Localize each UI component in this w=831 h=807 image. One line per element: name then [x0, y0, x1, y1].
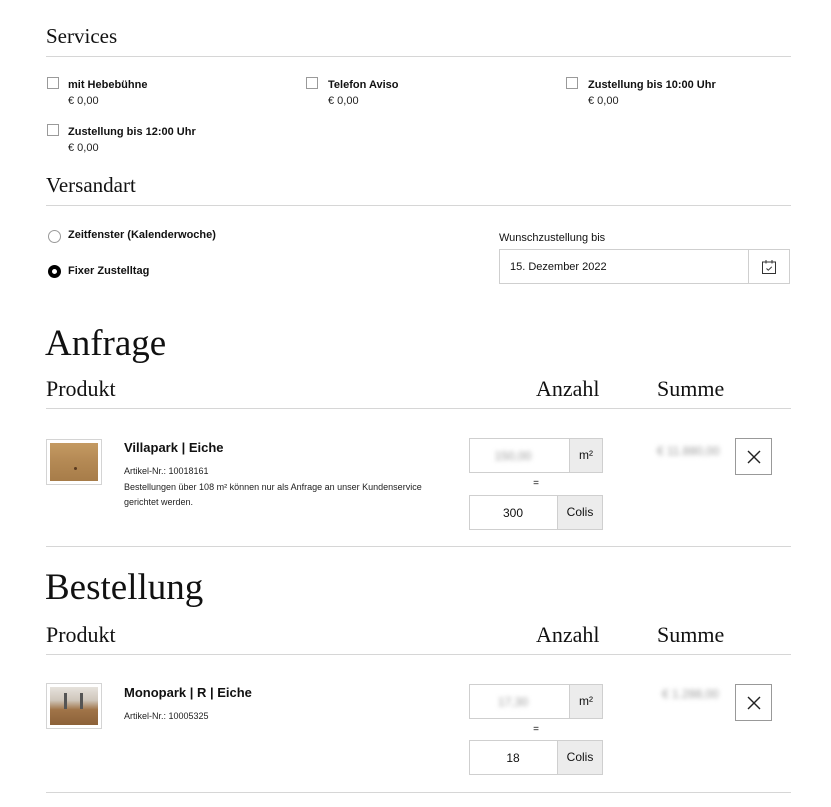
- radio-label-zeitfenster: Zeitfenster (Kalenderwoche): [68, 229, 216, 241]
- services-heading: Services: [46, 24, 118, 48]
- service-label-zustellung-12: Zustellung bis 12:00 Uhr: [68, 126, 196, 138]
- bestellung-col-summe: Summe: [657, 622, 725, 647]
- product-article-monopark: Artikel-Nr.: 10005325: [124, 711, 209, 721]
- anfrage-heading: Anfrage: [45, 323, 167, 364]
- quantity-input-m2[interactable]: [469, 438, 603, 473]
- quantity-input-colis-monopark[interactable]: [469, 740, 603, 775]
- unit-m2-monopark: m²: [569, 685, 602, 718]
- radio-zeitfenster[interactable]: [48, 230, 61, 243]
- bestellung-col-anzahl: Anzahl: [536, 622, 600, 647]
- date-field-value: 15. Dezember 2022: [510, 261, 607, 273]
- quantity-input-colis[interactable]: [469, 495, 603, 530]
- service-price-zustellung-10: € 0,00: [588, 95, 619, 107]
- close-icon: [746, 695, 762, 711]
- service-label-telefon-aviso: Telefon Aviso: [328, 79, 399, 91]
- service-label-hebebuehne: mit Hebebühne: [68, 79, 148, 91]
- unit-colis-monopark: Colis: [557, 741, 602, 774]
- unit-m2: m²: [569, 439, 602, 472]
- service-price-hebebuehne: € 0,00: [68, 95, 99, 107]
- product-name-villapark[interactable]: Villapark | Eiche: [124, 440, 224, 455]
- bestellung-header-divider: [46, 654, 791, 655]
- checkbox-telefon-aviso[interactable]: [306, 77, 318, 89]
- services-divider: [46, 56, 791, 57]
- anfrage-bottom-divider: [46, 546, 791, 547]
- anfrage-col-summe: Summe: [657, 376, 725, 401]
- service-price-zustellung-12: € 0,00: [68, 142, 99, 154]
- equals-sign-monopark: =: [533, 724, 539, 735]
- quantity-input-m2-monopark[interactable]: [469, 684, 603, 719]
- product-sum-villapark: € 11.880,00: [657, 444, 720, 458]
- bestellung-heading: Bestellung: [45, 567, 204, 608]
- calendar-icon: [761, 259, 777, 275]
- equals-sign: =: [533, 478, 539, 489]
- service-price-telefon-aviso: € 0,00: [328, 95, 359, 107]
- product-note-line2: gerichtet werden.: [124, 497, 194, 507]
- product-name-monopark[interactable]: Monopark | R | Eiche: [124, 685, 252, 700]
- product-note-line1: Bestellungen über 108 m² können nur als Anfrage an unser Kundenservice: [124, 482, 422, 492]
- unit-colis: Colis: [557, 496, 602, 529]
- checkbox-zustellung-12[interactable]: [47, 124, 59, 136]
- quantity-m2-value-monopark: 17,30: [497, 695, 529, 709]
- remove-button-villapark[interactable]: [735, 438, 772, 475]
- bestellung-col-produkt: Produkt: [46, 622, 116, 647]
- versandart-heading: Versandart: [46, 173, 136, 197]
- radio-fixer-zustelltag[interactable]: [48, 265, 61, 278]
- quantity-colis-value: 300: [502, 506, 524, 520]
- anfrage-col-produkt: Produkt: [46, 376, 116, 401]
- bestellung-bottom-divider: [46, 792, 791, 793]
- date-field[interactable]: [499, 249, 790, 284]
- calendar-button[interactable]: [748, 250, 789, 283]
- service-label-zustellung-10: Zustellung bis 10:00 Uhr: [588, 79, 716, 91]
- quantity-colis-value-monopark: 18: [506, 751, 520, 765]
- quantity-m2-value: 150,00: [494, 449, 532, 463]
- checkbox-hebebuehne[interactable]: [47, 77, 59, 89]
- date-field-label: Wunschzustellung bis: [499, 232, 606, 244]
- product-thumbnail-monopark[interactable]: [46, 683, 102, 729]
- checkbox-zustellung-10[interactable]: [566, 77, 578, 89]
- anfrage-header-divider: [46, 408, 791, 409]
- radio-label-fixer-zustelltag: Fixer Zustelltag: [68, 265, 150, 277]
- versandart-divider: [46, 205, 791, 206]
- remove-button-monopark[interactable]: [735, 684, 772, 721]
- anfrage-col-anzahl: Anzahl: [536, 376, 600, 401]
- close-icon: [746, 449, 762, 465]
- product-sum-monopark: € 1.288,00: [662, 687, 719, 701]
- product-thumbnail-villapark[interactable]: [46, 439, 102, 485]
- product-article-villapark: Artikel-Nr.: 10018161: [124, 466, 209, 476]
